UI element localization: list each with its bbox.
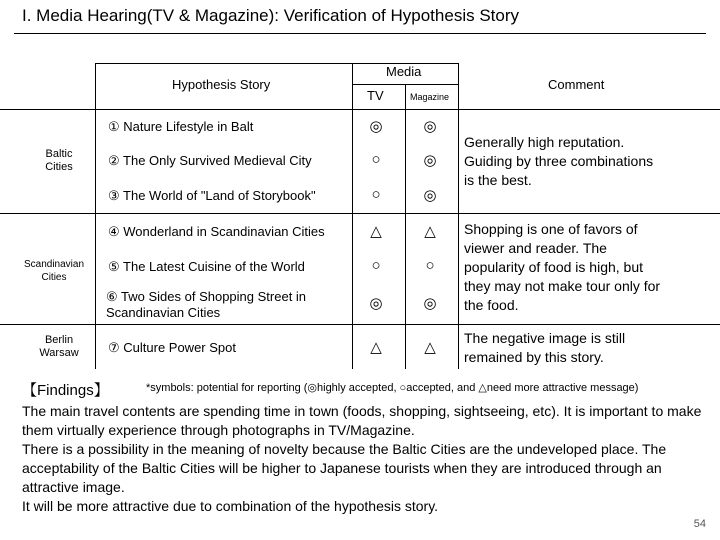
rating-magazine-5: ○ xyxy=(425,257,435,274)
page-number: 54 xyxy=(693,518,706,530)
comment-line: Guiding by three combinations xyxy=(464,153,654,169)
comment-line: Generally high reputation. xyxy=(464,134,625,150)
group-label-baltic xyxy=(34,148,84,174)
comment-scandinavian xyxy=(464,220,660,315)
rating-tv-2: ○ xyxy=(371,151,381,168)
story-line: Scandinavian Cities xyxy=(106,305,221,320)
header-magazine: Magazine xyxy=(410,92,450,102)
header-hypothesis: Hypothesis Story xyxy=(172,77,271,92)
findings-text xyxy=(22,402,712,516)
story-7: ⑦ Culture Power Spot xyxy=(108,340,236,355)
header-media: Media xyxy=(386,64,422,79)
findings-paragraph: The main travel contents are spending time in town (foods, shopping, sightseeing, etc). It is important to make them virtually experience through photographs in TV/Magazine. xyxy=(22,403,702,438)
comment-line: the food. xyxy=(464,297,519,313)
story-4: ④ Wonderland in Scandinavian Cities xyxy=(108,224,325,239)
comment-line: popularity of food is high, but xyxy=(464,259,644,275)
group-label-line: Scandinavian xyxy=(23,259,85,270)
comment-line: they may not make tour only for xyxy=(464,278,661,294)
slide-title: I. Media Hearing(TV & Magazine): Verification of Hypothesis Story xyxy=(22,6,519,25)
story-line: ⑥ Two Sides of Shopping Street in xyxy=(106,289,307,304)
comment-line: The negative image is still xyxy=(464,330,626,346)
findings-paragraph: There is a possibility in the meaning of novelty because the Baltic Cities are the undeveloped place. The acceptability of the Baltic Cities will be higher to Japanese tourists when they are introduced through an attractive image. xyxy=(22,441,667,495)
header-bottom-border xyxy=(0,109,720,110)
group-border-2 xyxy=(0,324,720,325)
story-1: ① Nature Lifestyle in Balt xyxy=(108,119,254,134)
story-6 xyxy=(106,289,306,321)
story-3: ③ The World of "Land of Storybook" xyxy=(108,188,316,203)
comment-line: is the best. xyxy=(464,172,532,188)
rating-tv-1: ◎ xyxy=(369,118,383,135)
findings-label: 【Findings】 xyxy=(22,382,109,399)
col-border-tv xyxy=(352,63,353,369)
group-label-berlin-warsaw xyxy=(34,334,84,360)
header-tv: TV xyxy=(367,88,384,103)
comment-baltic xyxy=(464,133,653,190)
rating-tv-3: ○ xyxy=(371,186,381,203)
group-label-line: Berlin xyxy=(44,334,74,346)
comment-line: viewer and reader. The xyxy=(464,240,607,256)
group-border-1 xyxy=(0,213,720,214)
rating-tv-6: ◎ xyxy=(369,295,383,312)
story-5: ⑤ The Latest Cuisine of the World xyxy=(108,259,305,274)
rating-magazine-4: △ xyxy=(424,223,436,240)
col-border-group xyxy=(95,63,96,369)
story-2: ② The Only Survived Medieval City xyxy=(108,153,312,168)
rating-magazine-7: △ xyxy=(424,339,436,356)
rating-magazine-1: ◎ xyxy=(423,118,437,135)
comment-line: remained by this story. xyxy=(464,349,604,365)
rating-magazine-6: ◎ xyxy=(423,295,437,312)
group-label-line: Cities xyxy=(45,161,73,173)
rating-tv-4: △ xyxy=(370,223,382,240)
title-rule xyxy=(14,33,706,34)
group-label-line: Cities xyxy=(41,272,67,283)
rating-magazine-3: ◎ xyxy=(423,187,437,204)
group-label-line: Warsaw xyxy=(39,347,79,359)
group-label-scandinavian xyxy=(14,258,94,284)
findings-paragraph: It will be more attractive due to combination of the hypothesis story. xyxy=(22,498,439,514)
rating-tv-5: ○ xyxy=(371,257,381,274)
col-border-magazine xyxy=(405,84,406,369)
group-label-line: Baltic xyxy=(45,148,73,160)
comment-line: Shopping is one of favors of xyxy=(464,221,638,237)
rating-tv-7: △ xyxy=(370,339,382,356)
rating-magazine-2: ◎ xyxy=(423,152,437,169)
symbols-note: *symbols: potential for reporting (◎highly accepted, ○accepted, and △need more attractive message) xyxy=(146,382,639,394)
comment-berlin-warsaw xyxy=(464,329,625,367)
header-comment: Comment xyxy=(548,77,605,92)
col-border-comment xyxy=(458,63,459,369)
